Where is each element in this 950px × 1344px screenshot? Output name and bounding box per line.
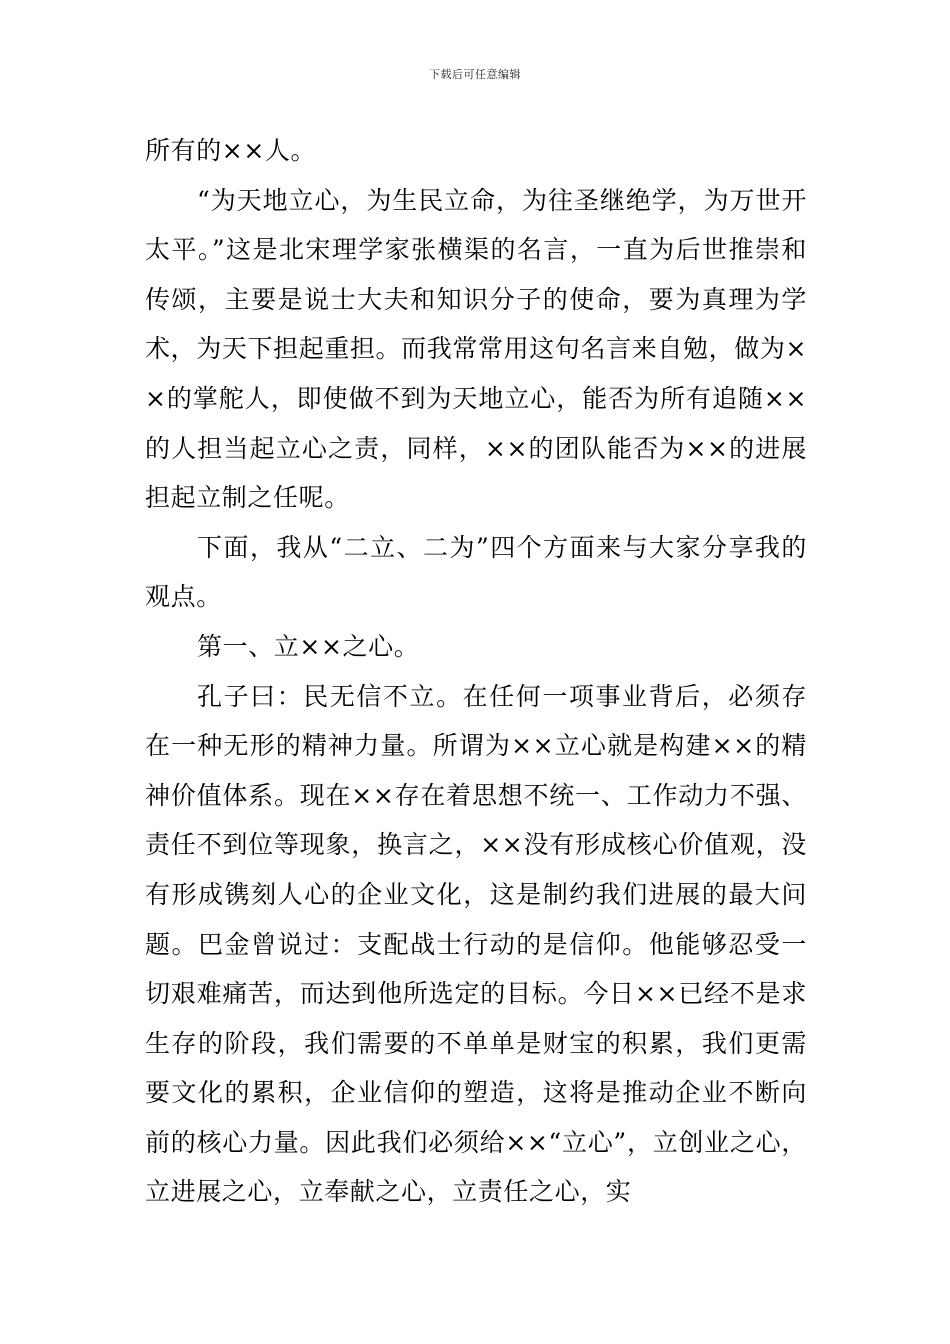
page-header: 下载后可任意编辑 <box>429 68 521 81</box>
document-body <box>145 126 807 1217</box>
paragraph-2: “为天地立心，为生民立命，为往圣继绝学，为万世开太平。”这是北宋理学家张横渠的名言，一直为后世推崇和传颂，主要是说士大夫和知识分子的使命，要为真理为学术，为天下担起重担。而我常常用这句名言来自勉，做为××的掌舵人，即使做不到为天地立心，能否为所有追随××的人担当起立心之责，同样，××的团队能否为××的进展担起立制之任呢。 <box>145 185 807 513</box>
section-heading: 第一、立××之心。 <box>197 631 420 661</box>
paragraph-4: 孔子曰：民无信不立。在任何一项事业背后，必须存在一种无形的精神力量。所谓为××立心就是构建××的精神价值体系。现在××存在着思想不统一、工作动力不强、责任不到位等现象，换言之，××没有形成核心价值观，没有形成镌刻人心的企业文化，这是制约我们进展的最大问题。巴金曾说过：支配战士行动的是信仰。他能够忍受一切艰难痛苦，而达到他所选定的目标。今日××已经不是求生存的阶段，我们需要的不单单是财宝的积累，我们更需要文化的累积，企业信仰的塑造，这将是推动企业不断向前的核心力量。因此我们必须给××“立心”，立创业之心，立进展之心，立奉献之心，立责任之心，实 <box>145 681 807 1207</box>
paragraph-3: 下面，我从“二立、二为”四个方面来与大家分享我的观点。 <box>145 532 807 612</box>
paragraph-1: 所有的××人。 <box>145 136 317 165</box>
